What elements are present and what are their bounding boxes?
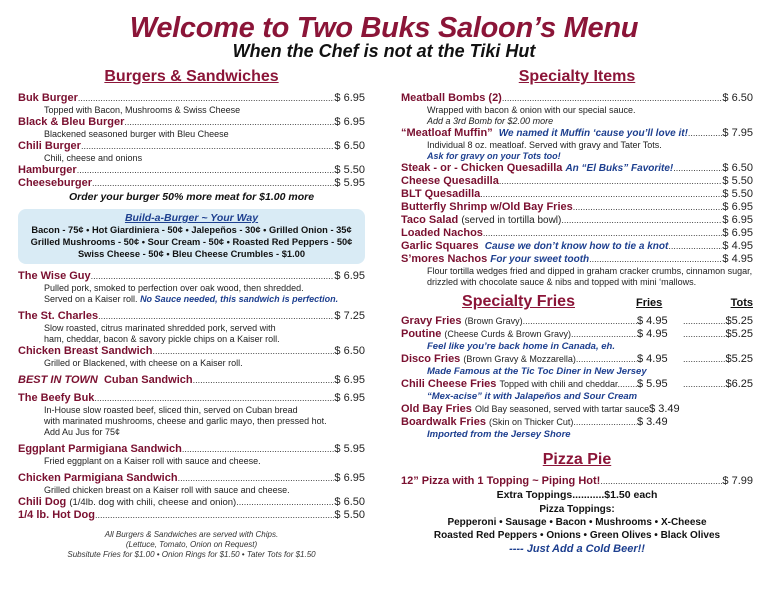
tots-column-label: Tots [730, 297, 753, 309]
menu-item: Chicken Breast Sandwich ..... $ 6.50 [18, 345, 365, 358]
menu-item: “Meatloaf Muffin” We named it Muffin ‘cause you’ll love it! ..... $ 7.95 [401, 127, 753, 140]
menu-item: Cheeseburger ..... $ 5.95 [18, 177, 365, 190]
menu-item: Cheese Quesadilla ..... $ 5.50 [401, 175, 753, 188]
menu-item: Taco Salad (served in tortilla bowl) ..... $ 6.95 [401, 214, 753, 227]
pizza-section-title: Pizza Pie [542, 451, 612, 468]
menu-item: The Beefy Buk ..... $ 6.95 [18, 392, 365, 405]
fries-item: Boardwalk Fries (Skin on Thicker Cut) ..... $ 3.49 [401, 416, 753, 429]
menu-item: Loaded Nachos ..... $ 6.95 [401, 227, 753, 240]
fries-item: Chili Cheese Fries Topped with chili and cheddar. ..... $ 5.95 ..... $6.25 [401, 378, 753, 391]
menu-item: Black & Bleu Burger ..... $ 6.95 [18, 116, 365, 129]
item-description: Flour tortilla wedges fried and dipped in graham cracker crumbs, cinnamon sugar, [427, 266, 753, 276]
menu-item: 1/4 lb. Hot Dog ..... $ 5.50 [18, 509, 365, 522]
menu-item: Garlic Squares Cause we don’t know how to tie a knot ..... $ 4.95 [401, 240, 753, 253]
menu-item: Hamburger ..... $ 5.50 [18, 164, 365, 177]
fries-item: Disco Fries (Brown Gravy & Mozzarella) ..... $ 4.95 ..... $5.25 [401, 353, 753, 366]
pizza-extra-toppings: Extra Toppings...........$1.50 each [496, 489, 658, 501]
build-a-burger-line: Bacon - 75¢ • Hot Giardiniera - 50¢ • Jalepeños - 30¢ • Grilled Onion - 35¢ [31, 225, 352, 235]
build-a-burger-line: Grilled Mushrooms - 50¢ • Sour Cream - 50¢ • Roasted Red Peppers - 50¢ [30, 237, 353, 247]
item-description: drizzled with chocolate sauce & nibs and topped with mini ‘mallows. [427, 277, 697, 287]
menu-footer: All Burgers & Sandwiches are served with Chips. (Lettuce, Tomato, Onion on Request) Subsitute Fries for $1.00 • Onion Rings for $1.50 • Tater Tots for $1.50 [67, 530, 316, 559]
fries-item: Old Bay Fries Old Bay seasoned, served with tartar sauce $ 3.49 [401, 403, 680, 415]
item-description: Slow roasted, citrus marinated shredded pork, served with [44, 323, 276, 333]
item-description: Add Au Jus for 75¢ [44, 427, 121, 437]
specialty-section-title: Specialty Items [518, 68, 636, 85]
fries-item: Gravy Fries (Brown Gravy) ..... $ 4.95 ..... $5.25 [401, 315, 753, 328]
item-description: Individual 8 oz. meatloaf. Served with gravy and Tater Tots. [427, 140, 662, 150]
burgers-section-title: Burgers & Sandwiches [104, 68, 279, 85]
menu-item: Eggplant Parmigiana Sandwich ..... $ 5.95 [18, 443, 365, 456]
build-a-burger-title: Build-a-Burger ~ Your Way [124, 212, 259, 224]
burger-promo: Order your burger 50% more meat for $1.00 more [68, 191, 315, 203]
fries-header [401, 293, 753, 311]
menu-item: 12” Pizza with 1 Topping ~ Piping Hot! ..... $ 7.99 [401, 475, 753, 488]
fries-note: Imported from the Jersey Shore [427, 429, 571, 440]
menu-subtitle: When the Chef is not at the Tiki Hut [232, 41, 536, 61]
right-column [401, 64, 753, 555]
beer-tagline: ---- Just Add a Cold Beer!! [509, 543, 645, 555]
fries-item: Poutine (Cheese Curds & Brown Gravy) ..... $ 4.95 ..... $5.25 [401, 328, 753, 341]
menu-item: Chili Dog (1/4lb. dog with chili, cheese and onion) ..... $ 6.50 [18, 496, 365, 509]
item-description: Chili, cheese and onions [44, 153, 143, 163]
item-description: Wrapped with bacon & onion with our special sauce. [427, 105, 636, 115]
menu-item: BEST IN TOWN Cuban Sandwich ..... $ 6.95 [18, 374, 365, 387]
pizza-toppings: Pizza Toppings: Pepperoni • Sausage • Bacon • Mushrooms • X-Cheese Roasted Red Peppers • Onions • Green Olives • Black Olives [433, 504, 721, 541]
menu-item: The Wise Guy ..... $ 6.95 [18, 270, 365, 283]
item-description: Topped with Bacon, Mushrooms & Swiss Cheese [44, 105, 241, 115]
item-description: Grilled or Blackened, with cheese on a Kaiser roll. [44, 358, 243, 368]
item-description: Add a 3rd Bomb for $2.00 more [427, 116, 554, 126]
fries-note: “Mex-acise” it with Jalapeños and Sour Cream [427, 391, 638, 402]
item-description: Grilled chicken breast on a Kaiser roll with sauce and cheese. [44, 485, 290, 495]
item-description: Fried eggplant on a Kaiser roll with sauce and cheese. [44, 456, 261, 466]
fries-note: Feel like you’re back home in Canada, eh. [427, 341, 615, 352]
menu-item: Buk Burger ..... $ 6.95 [18, 92, 365, 105]
menu-item: Chili Burger ..... $ 6.50 [18, 140, 365, 153]
item-note: Ask for gravy on your Tots too! [427, 151, 561, 161]
item-description: Pulled pork, smoked to perfection over oak wood, then shredded. [44, 283, 304, 293]
item-description: Blackened seasoned burger with Bleu Cheese [44, 129, 229, 139]
menu-item: Butterfly Shrimp w/Old Bay Fries ..... $ 6.95 [401, 201, 753, 214]
fries-column-label: Fries [636, 297, 663, 309]
item-description: Served on a Kaiser roll. No Sauce needed, this sandwich is perfection. [44, 294, 339, 304]
menu-item: BLT Quesadilla ..... $ 5.50 [401, 188, 753, 201]
menu-title: Welcome to Two Buks Saloon’s Menu [129, 12, 639, 44]
fries-note: Made Famous at the Tic Toc Diner in New Jersey [427, 366, 647, 377]
item-description: In-House slow roasted beef, sliced thin, served on Cuban bread [44, 405, 298, 415]
item-description: with marinated mushrooms, cheese and garlic mayo, then pressed hot. [44, 416, 327, 426]
left-column [18, 64, 365, 560]
menu-item: Meatball Bombs (2) ..... $ 6.50 [401, 92, 753, 105]
fries-section-title: Specialty Fries [462, 293, 575, 310]
menu-item: Steak - or - Chicken Quesadilla An “El Buks” Favorite! ..... $ 6.50 [401, 162, 753, 175]
menu-item: Chicken Parmigiana Sandwich ..... $ 6.95 [18, 472, 365, 485]
build-a-burger-box [18, 209, 365, 264]
build-a-burger-line: Swiss Cheese - 50¢ • Bleu Cheese Crumbles - $1.00 [77, 249, 305, 259]
menu-item: The St. Charles ..... $ 7.25 [18, 310, 365, 323]
item-description: ham, cheddar, bacon & savory pickle chips on a Kaiser roll. [44, 334, 280, 344]
menu-item: S’mores Nachos For your sweet tooth ..... $ 4.95 [401, 253, 753, 266]
